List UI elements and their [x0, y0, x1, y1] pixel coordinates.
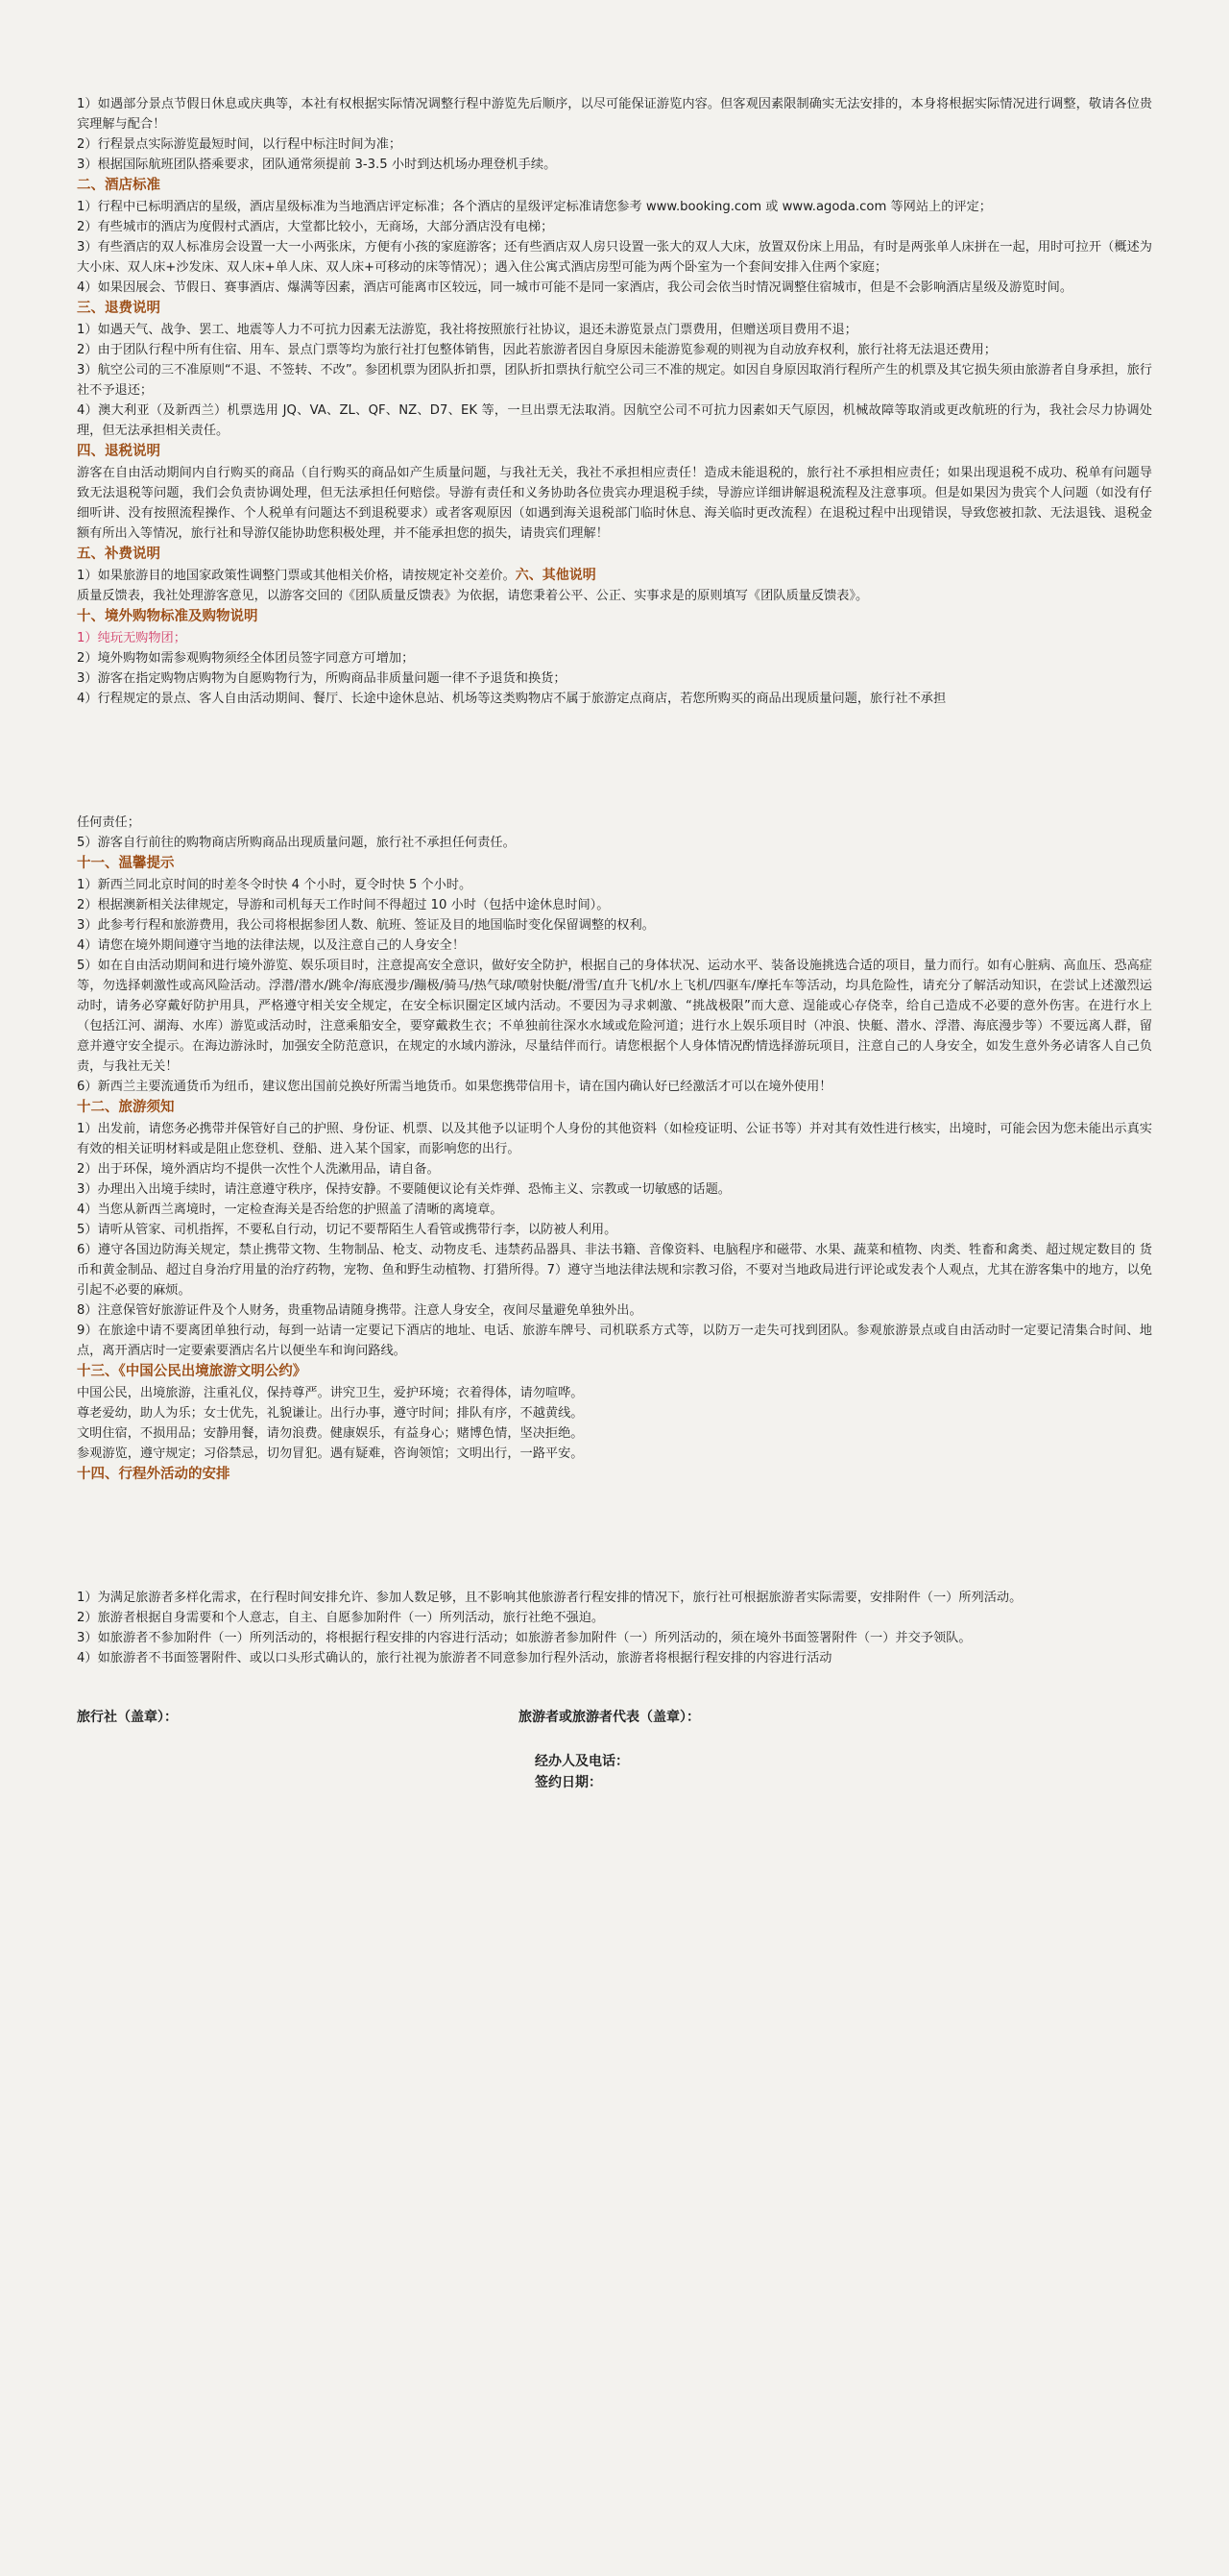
- paragraph: 4）行程规定的景点、客人自由活动期间、餐厅、长途中途休息站、机场等这类购物店不属于旅游定点商店，若您所购买的商品出现质量问题，旅行社不承担: [77, 692, 947, 706]
- section-travel-notice: [77, 1097, 1152, 1361]
- paragraph: 3）游客在指定购物店购物为自愿购物行为，所购商品非质量问题一律不予退货和换货；: [77, 671, 566, 686]
- paragraph: 4）当您从新西兰离境时，一定检查海关是否给您的护照盖了清晰的离境章。: [77, 1203, 503, 1217]
- paragraph: 1）如遇天气、战争、罢工、地震等人力不可抗力因素无法游览，我社将按照旅行社协议，退还未游览景点门票费用，但赠送项目费用不退；: [77, 323, 857, 337]
- paragraph: 文明住宿，不损用品；安静用餐，请勿浪费。健康娱乐，有益身心；赌博色情，坚决拒绝。: [77, 1426, 584, 1441]
- paragraph: 尊老爱幼，助人为乐；女士优先，礼貌谦让。出行办事，遵守时间；排队有序，不越黄线。: [77, 1406, 584, 1421]
- section-shopping: [77, 606, 1152, 853]
- paragraph: 4）请您在境外期间遵守当地的法律法规，以及注意自己的人身安全！: [77, 938, 466, 953]
- paragraph: 1）行程中已标明酒店的星级，酒店星级标准为当地酒店评定标准；各个酒店的星级评定标准请您参考 www.booking.com 或 www.agoda.com 等网站上的评定；: [77, 200, 992, 214]
- paragraph: 2）有些城市的酒店为度假村式酒店，大堂都比较小，无商场，大部分酒店没有电梯；: [77, 220, 554, 234]
- paragraph: 8）注意保管好旅游证件及个人财务，贵重物品请随身携带。注意人身安全，夜间尽量避免单独外出。: [77, 1303, 642, 1318]
- paragraph: 4）澳大利亚（及新西兰）机票选用 JQ、VA、ZL、QF、NZ、D7、EK 等，一旦出票无法取消。因航空公司不可抗力因素如天气原因，机械故障等取消或更改航班的行为，我社会尽力协调处理，但无法承担相关责任。: [77, 403, 1152, 438]
- section-tips: [77, 853, 1152, 1097]
- section-extra-activities: [77, 1464, 1152, 1668]
- paragraph: 4）如果因展会、节假日、赛事酒店、爆满等因素，酒店可能离市区较远，同一城市可能不是同一家酒店，我公司会依当时情况调整住宿城市，但是不会影响酒店星级及游览时间。: [77, 280, 1073, 295]
- paragraph: 9）在旅途中请不要离团单独行动，每到一站请一定要记下酒店的地址、电话、旅游车牌号、司机联系方式等，以防万一走失可找到团队。参观旅游景点或自由活动时一定要记清集合时间、地点，离开酒店时一定要索要酒店名片以便坐车和询问路线。: [77, 1324, 1152, 1358]
- signature-area: [77, 1707, 1152, 1812]
- paragraph: 2）根据澳新相关法律规定，导游和司机每天工作时间不得超过 10 小时（包括中途休息时间）。: [77, 898, 610, 912]
- agency-seal-label: 旅行社（盖章）：: [77, 1710, 178, 1725]
- section-heading: 五、补费说明: [77, 547, 160, 562]
- sign-date-label: 签约日期：: [535, 1775, 602, 1790]
- paragraph: 5）请听从管家、司机指挥，不要私自行动，切记不要帮陌生人看管或携带行李，以防被人利用。: [77, 1223, 617, 1237]
- paragraph: 任何责任；: [77, 815, 140, 830]
- paragraph: 参观游览，遵守规定；习俗禁忌，切勿冒犯。遇有疑难，咨询领馆；文明出行，一路平安。: [77, 1446, 584, 1461]
- section-heading: 二、酒店标准: [77, 178, 160, 193]
- paragraph-highlight: 1）纯玩无购物团；: [77, 631, 186, 645]
- section-hotel-standard: [77, 175, 1152, 298]
- paragraph: 1）如遇部分景点节假日休息或庆典等，本社有权根据实际情况调整行程中游览先后顺序，以尽可能保证游览内容。但客观因素限制确实无法安排的，本身将根据实际情况进行调整，敬请各位贵宾理解与配合！: [77, 97, 1152, 132]
- paragraph: 游客在自由活动期间内自行购买的商品（自行购买的商品如产生质量问题，与我社无关，我社不承担相应责任！造成未能退税的，旅行社不承担相应责任；如果出现退税不成功、税单有问题导致无法退税等问题，我们会负责协调处理，但无法承担任何赔偿。导游有责任和义务协助各位贵宾办理退税手续，导游应详细讲解退税流程及注意事项。但是如果因为贵宾个人问题（如没有仔细听讲、没有按照流程操作、个人税单有问题达不到退税要求）或者客观原因（如遇到海关退税部门临时休息、海关临时更改流程）在退税过程中出现错误，导致您被扣款、无法退钱、退税金额有所出入等情况，旅行社和导游仅能协助您积极处理，并不能承担您的损失，请贵宾们理解！: [77, 466, 1152, 541]
- paragraph: 中国公民，出境旅游，注重礼仪，保持尊严。讲究卫生，爱护环境；衣着得体，请勿喧哗。: [77, 1386, 584, 1400]
- page-gap: [77, 709, 1152, 813]
- section-heading: 十四、行程外活动的安排: [77, 1467, 230, 1482]
- paragraph: 3）有些酒店的双人标准房会设置一大一小两张床，方便有小孩的家庭游客；还有些酒店双人房只设置一张大的双人大床，放置双份床上用品，有时是两张单人床拼在一起，用时可拉开（概述为大小床、双人床+沙发床、双人床+单人床、双人床+可移动的床等情况）；遇入住公寓式酒店房型可能为两个卧室为一个套间安排入住两个家庭；: [77, 240, 1152, 275]
- section-supplement: [77, 544, 1152, 606]
- section-refund: [77, 298, 1152, 441]
- paragraph: 1）新西兰同北京时间的时差冬令时快 4 个小时，夏令时快 5 个小时。: [77, 878, 472, 892]
- paragraph: 3）办理出入出境手续时，请注意遵守秩序，保持安静。不要随便议论有关炸弹、恐怖主义、宗教或一切敏感的话题。: [77, 1182, 731, 1197]
- page-gap: [77, 1486, 1152, 1588]
- paragraph: 2）出于环保，境外酒店均不提供一次性个人洗漱用品，请自备。: [77, 1162, 440, 1177]
- contact-label: 经办人及电话：: [535, 1754, 629, 1769]
- paragraph: 6）遵守各国边防海关规定，禁止携带文物、生物制品、枪支、动物皮毛、违禁药品器具、非法书籍、音像资料、电脑程序和磁带、水果、蔬菜和植物、肉类、牲畜和禽类、超过规定数目的 货币和黄金制品、超过自身治疗用量的治疗药物，宠物、鱼和野生动植物、打猎所得。7）遵守当地法律法规和宗教习俗，不要对当地政局进行评论或发表个人观点，尤其在游客集中的地方，以免引起不必要的麻烦。: [77, 1243, 1152, 1298]
- section-civility-pact: [77, 1361, 1152, 1464]
- paragraph: 2）由于团队行程中所有住宿、用车、景点门票等均为旅行社打包整体销售，因此若旅游者因自身原因未能游览参观的则视为自动放弃权利，旅行社将无法退还费用；: [77, 343, 997, 357]
- top-notes: [77, 94, 1152, 175]
- paragraph: 5）如在自由活动期间和进行境外游览、娱乐项目时，注意提高安全意识，做好安全防护，根据自己的身体状况、运动水平、装备设施挑选合适的项目，量力而行。如有心脏病、高血压、恐高症等，勿选择刺激性或高风险活动。浮潜/潜水/跳伞/海底漫步/蹦极/骑马/热气球/喷射快艇/滑雪/直升飞机/水上飞机/四驱车/摩托车等活动，均具危险性，请充分了解活动知识，在尝试上述激烈运动时，请务必穿戴好防护用具，严格遵守相关安全规定，在安全标识圈定区域内活动。不要因为寻求刺激、“挑战极限”而大意、逞能或心存侥幸，给自己造成不必要的意外伤害。在进行水上（包括江河、湖海、水库）游览或活动时，注意乘船安全，要穿戴救生衣；不单独前往深水水域或危险河道；进行水上娱乐项目时（冲浪、快艇、潜水、浮潜、海底漫步等）不要远离人群，留意并遵守安全提示。在海边游泳时，加强安全防范意识，在规定的水域内游泳，尽量结伴而行。请您根据个人身体情况酌情选择游玩项目，注意自己的人身安全，如发生意外务必请客人自己负责，与我社无关！: [77, 959, 1152, 1074]
- paragraph: 3）根据国际航班团队搭乘要求，团队通常须提前 3-3.5 小时到达机场办理登机手续。: [77, 158, 557, 172]
- paragraph: 3）此参考行程和旅游费用，我公司将根据参团人数、航班、签证及目的地国临时变化保留调整的权利。: [77, 918, 655, 933]
- section-heading: 十二、旅游须知: [77, 1100, 175, 1115]
- section-heading: 十、境外购物标准及购物说明: [77, 609, 258, 624]
- paragraph: 质量反馈表，我社处理游客意见，以游客交回的《团队质量反馈表》为依据，请您秉着公平、公正、实事求是的原则填写《团队质量反馈表》。: [77, 589, 869, 603]
- paragraph: 2）旅游者根据自身需要和个人意志，自主、自愿参加附件（一）所列活动，旅行社绝不强迫。: [77, 1611, 605, 1625]
- paragraph: [77, 566, 1152, 586]
- section-heading: 三、退费说明: [77, 301, 160, 316]
- paragraph: 1）出发前，请您务必携带并保管好自己的护照、身份证、机票、以及其他予以证明个人身份的其他资料（如检疫证明、公证书等）并对其有效性进行核实，出境时，可能会因为您未能出示真实有效的相关证明材料或是阻止您登机、登船、进入某个国家，而影响您的出行。: [77, 1122, 1152, 1156]
- paragraph: 3）航空公司的三不准原则“不退、不签转、不改”。参团机票为团队折扣票，团队折扣票执行航空公司三不准的规定。如因自身原因取消行程所产生的机票及其它损失须由旅游者自身承担，旅行社不予退还；: [77, 363, 1152, 398]
- paragraph: 2）行程景点实际游览最短时间，以行程中标注时间为准；: [77, 137, 402, 152]
- paragraph: 2）境外购物如需参观购物须经全体团员签字同意方可增加；: [77, 651, 415, 666]
- paragraph: 1）为满足旅游者多样化需求，在行程时间安排允许、参加人数足够，且不影响其他旅游者行程安排的情况下，旅行社可根据旅游者实际需要，安排附件（一）所列活动。: [77, 1591, 1023, 1605]
- paragraph: 6）新西兰主要流通货币为纽币，建议您出国前兑换好所需当地货币。如果您携带信用卡，请在国内确认好已经激活才可以在境外使用！: [77, 1080, 832, 1094]
- paragraph: 4）如旅游者不书面签署附件、或以口头形式确认的，旅行社视为旅游者不同意参加行程外活动，旅游者将根据行程安排的内容进行活动: [77, 1651, 832, 1665]
- section-tax-refund: [77, 441, 1152, 544]
- paragraph: 3）如旅游者不参加附件（一）所列活动的，将根据行程安排的内容进行活动；如旅游者参加附件（一）所列活动的，须在境外书面签署附件（一）并交予领队。: [77, 1631, 972, 1645]
- section-heading-other: 六、其他说明: [515, 568, 596, 583]
- tourist-seal-label: 旅游者或旅游者代表（盖章）：: [518, 1710, 700, 1725]
- section-heading: 十一、温馨提示: [77, 856, 175, 871]
- section-heading: 四、退税说明: [77, 444, 160, 459]
- section-heading: 十三、《中国公民出境旅游文明公约》: [77, 1364, 307, 1379]
- paragraph: 5）游客自行前往的购物商店所购商品出现质量问题，旅行社不承担任何责任。: [77, 836, 516, 850]
- supplement-text: 1）如果旅游目的地国家政策性调整门票或其他相关价格，请按规定补交差价。: [77, 569, 516, 583]
